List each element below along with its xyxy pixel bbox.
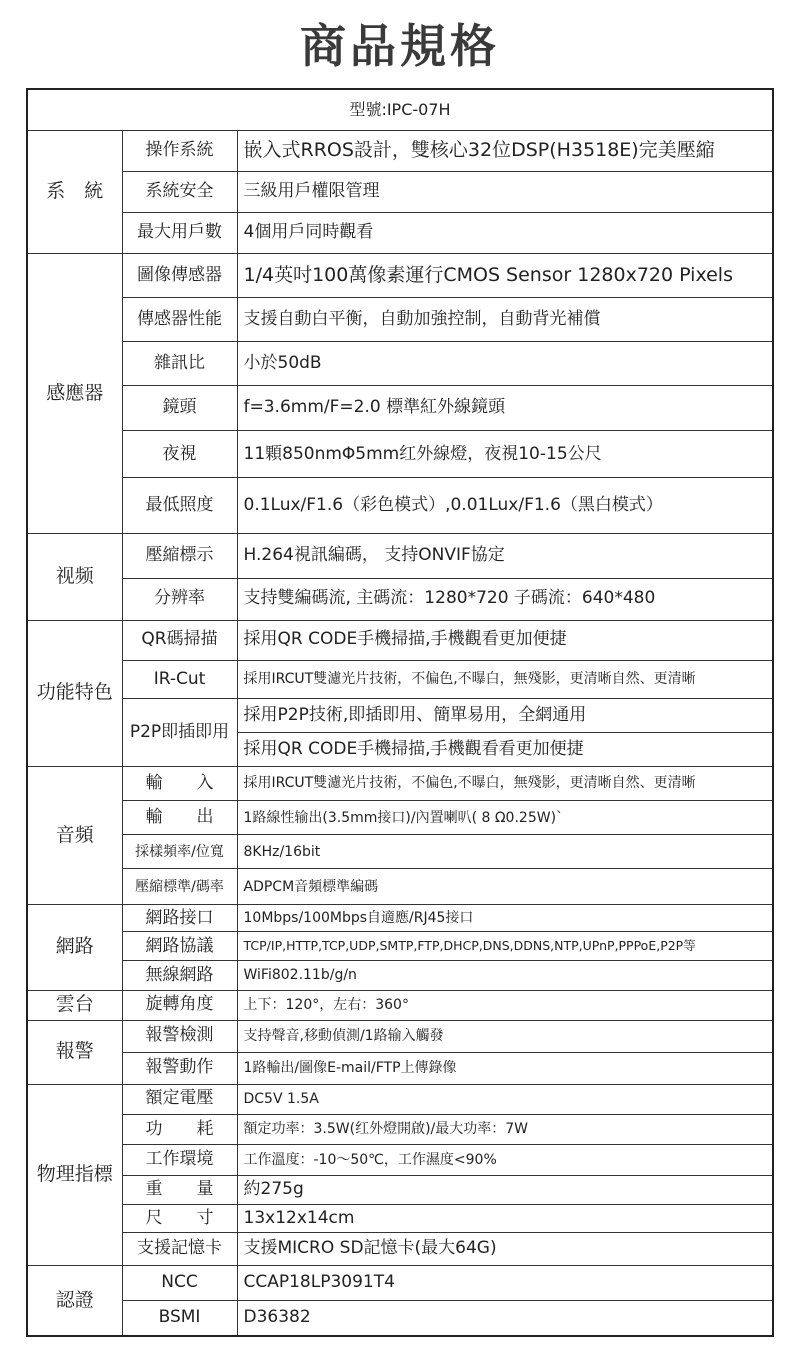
spec-value: 工作溫度：-10～50℃，工作濕度<90% [237, 1144, 773, 1175]
table-row [27, 386, 773, 431]
spec-value: f=3.6mm/F=2.0 標準紅外線鏡頭 [237, 386, 773, 431]
spec-label: P2P即插即用 [122, 698, 237, 766]
table-row [27, 1114, 773, 1144]
category-ptz: 雲台 [27, 990, 122, 1020]
spec-value: 4個用戶同時觀看 [237, 212, 773, 253]
spec-label: 網路接口 [122, 905, 237, 932]
table-row [27, 990, 773, 1020]
spec-value: 三級用戶權限管理 [237, 171, 773, 212]
table-row [27, 342, 773, 386]
spec-value: 8KHz/16bit [237, 835, 773, 869]
table-row [27, 801, 773, 835]
table-row [27, 905, 773, 932]
spec-value: 0.1Lux/F1.6（彩色模式）,0.01Lux/F1.6（黑白模式） [237, 478, 773, 534]
table-row [27, 1020, 773, 1052]
spec-label: 鏡頭 [122, 386, 237, 431]
spec-value: TCP/IP,HTTP,TCP,UDP,SMTP,FTP,DHCP,DNS,DDNS,NTP,UPnP,PPPoE,P2P等 [237, 932, 773, 961]
spec-label: 圖像傳感器 [122, 253, 237, 297]
spec-value: 採用QR CODE手機掃描,手機觀看更加便捷 [237, 620, 773, 660]
table-row [27, 1052, 773, 1084]
spec-value: 1路線性输出(3.5mm接口)/內置喇叭( 8 Ω0.25W)` [237, 801, 773, 835]
model-number: 型號:IPC-07H [27, 89, 773, 130]
table-row [27, 212, 773, 253]
table-row [27, 835, 773, 869]
spec-value: 嵌入式RROS設計，雙核心32位DSP(H3518E)完美壓縮 [237, 130, 773, 171]
category-system: 系 統 [27, 130, 122, 253]
spec-label: 系統安全 [122, 171, 237, 212]
category-alarm: 報警 [27, 1020, 122, 1084]
spec-label: 輸 入 [122, 767, 237, 801]
spec-label: NCC [122, 1266, 237, 1301]
spec-value: H.264視訊編碼， 支持ONVIF協定 [237, 534, 773, 578]
table-row [27, 578, 773, 620]
table-row [27, 767, 773, 801]
spec-label: 旋轉角度 [122, 990, 237, 1020]
table-row [27, 297, 773, 341]
spec-label: 工作環境 [122, 1144, 237, 1175]
table-row [27, 253, 773, 297]
table-row [27, 431, 773, 478]
spec-label: BSMI [122, 1301, 237, 1336]
table-row [27, 1204, 773, 1232]
spec-value: D36382 [237, 1301, 773, 1336]
spec-label: 網路協議 [122, 932, 237, 961]
category-audio: 音頻 [27, 767, 122, 905]
spec-label: 操作系統 [122, 130, 237, 171]
table-row [27, 1175, 773, 1204]
spec-value: 支持聲音,移動偵測/1路输入觸發 [237, 1020, 773, 1052]
spec-label: 採樣頻率/位寬 [122, 835, 237, 869]
spec-value: 支援自動白平衡，自動加強控制，自動背光補償 [237, 297, 773, 341]
spec-table [26, 88, 774, 1337]
spec-value: 約275g [237, 1175, 773, 1204]
category-features: 功能特色 [27, 620, 122, 766]
spec-value: WiFi802.11b/g/n [237, 961, 773, 990]
spec-value: 10Mbps/100Mbps自適應/RJ45接口 [237, 905, 773, 932]
table-row [27, 130, 773, 171]
table-row [27, 660, 773, 698]
table-row [27, 478, 773, 534]
table-row [27, 620, 773, 660]
spec-value: 採用IRCUT雙濾光片技術，不偏色,不曝白，無殘影，更清晰自然、更清晰 [237, 767, 773, 801]
category-certification: 認證 [27, 1266, 122, 1336]
category-sensor: 感應器 [27, 253, 122, 534]
page-title: 商品規格 [300, 19, 500, 73]
category-physical: 物理指標 [27, 1084, 122, 1265]
category-video: 视频 [27, 534, 122, 620]
spec-value: 採用QR CODE手機掃描,手機觀看看更加便捷 [237, 732, 773, 766]
spec-value: 11顆850nmΦ5mm红外線燈，夜視10-15公尺 [237, 431, 773, 478]
spec-value: ADPCM音頻標準編碼 [237, 869, 773, 905]
spec-value: 小於50dB [237, 342, 773, 386]
spec-value: DC5V 1.5A [237, 1084, 773, 1114]
spec-label: 報警動作 [122, 1052, 237, 1084]
spec-label: 輸 出 [122, 801, 237, 835]
spec-value: 支援MICRO SD記憶卡(最大64G) [237, 1233, 773, 1266]
table-row [27, 1233, 773, 1266]
table-row [27, 534, 773, 578]
table-row [27, 1084, 773, 1114]
spec-label: 功 耗 [122, 1114, 237, 1144]
spec-value: 支持雙編碼流, 主碼流：1280*720 子碼流：640*480 [237, 578, 773, 620]
spec-label: 報警檢測 [122, 1020, 237, 1052]
table-row [27, 1301, 773, 1336]
spec-label: 最低照度 [122, 478, 237, 534]
spec-label: 傳感器性能 [122, 297, 237, 341]
spec-label: 最大用戶數 [122, 212, 237, 253]
model-row [27, 89, 773, 130]
spec-value: 上下：120°，左右：360° [237, 990, 773, 1020]
spec-label: 無線網路 [122, 961, 237, 990]
spec-value: 額定功率：3.5W(红外燈開啟)/最大功率：7W [237, 1114, 773, 1144]
spec-value: 13x12x14cm [237, 1204, 773, 1232]
table-row [27, 171, 773, 212]
category-network: 網路 [27, 905, 122, 990]
table-row [27, 932, 773, 961]
spec-label: 額定電壓 [122, 1084, 237, 1114]
spec-label: 雜訊比 [122, 342, 237, 386]
table-row [27, 869, 773, 905]
spec-label: 尺 寸 [122, 1204, 237, 1232]
spec-value: 採用P2P技術,即插即用、簡單易用，全網通用 [237, 698, 773, 732]
spec-label: 重 量 [122, 1175, 237, 1204]
spec-label: QR碼掃描 [122, 620, 237, 660]
spec-value: 1/4英吋100萬像素運行CMOS Sensor 1280x720 Pixels [237, 253, 773, 297]
table-row [27, 961, 773, 990]
spec-label: IR-Cut [122, 660, 237, 698]
spec-label: 壓縮標準/碼率 [122, 869, 237, 905]
spec-label: 夜視 [122, 431, 237, 478]
table-row [27, 1144, 773, 1175]
spec-value: CCAP18LP3091T4 [237, 1266, 773, 1301]
table-row [27, 1266, 773, 1301]
spec-label: 分辨率 [122, 578, 237, 620]
spec-label: 支援記憶卡 [122, 1233, 237, 1266]
spec-value: 採用IRCUT雙濾光片技術，不偏色,不曝白，無殘影，更清晰自然、更清晰 [237, 660, 773, 698]
spec-value: 1路輸出/圖像E-mail/FTP上傳錄像 [237, 1052, 773, 1084]
spec-label: 壓縮標示 [122, 534, 237, 578]
table-row [27, 698, 773, 732]
